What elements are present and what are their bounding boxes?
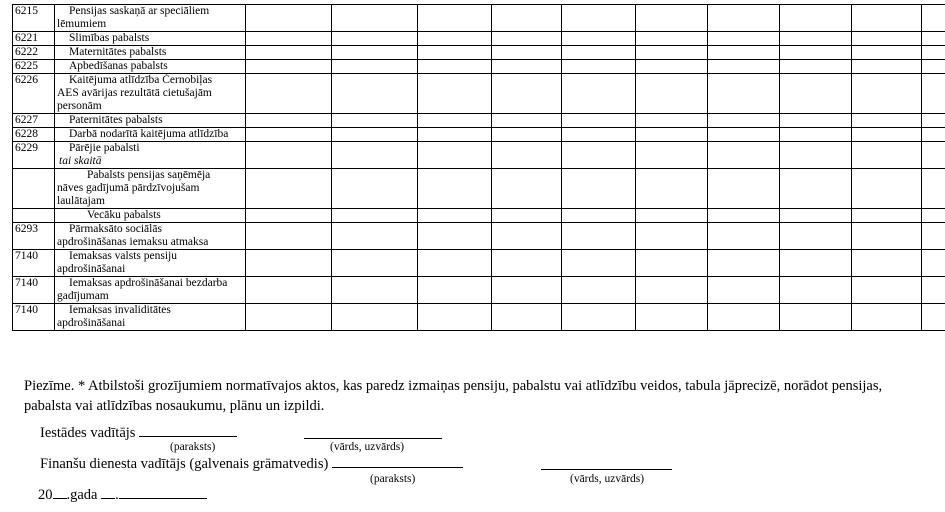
- row-name-line: [57, 182, 243, 195]
- value-cell[interactable]: [852, 169, 922, 209]
- row-name: [55, 32, 246, 46]
- table-row: [13, 128, 945, 142]
- value-cell[interactable]: [246, 250, 332, 277]
- value-cell[interactable]: [246, 32, 332, 46]
- finance-name-caption: (vārds, uzvārds): [570, 473, 645, 485]
- table-row: [13, 223, 945, 250]
- value-cell[interactable]: [708, 5, 780, 32]
- head-signature-caption: (paraksts): [170, 441, 216, 453]
- value-cell[interactable]: [562, 74, 636, 114]
- row-name-line: [57, 87, 243, 100]
- value-cell[interactable]: [852, 114, 922, 128]
- value-cell[interactable]: [636, 142, 708, 169]
- value-cell[interactable]: [708, 250, 780, 277]
- value-cell[interactable]: [852, 209, 922, 223]
- value-cell[interactable]: [246, 223, 332, 250]
- row-code: 6293: [13, 223, 55, 250]
- date-prefix: 20: [38, 487, 53, 503]
- row-code: 6227: [13, 114, 55, 128]
- value-cell[interactable]: [332, 142, 418, 169]
- data-table: [12, 4, 945, 331]
- value-cell[interactable]: [492, 304, 562, 331]
- value-cell[interactable]: [418, 169, 492, 209]
- value-cell[interactable]: [418, 304, 492, 331]
- row-name: [55, 74, 246, 114]
- value-cell[interactable]: [636, 32, 708, 46]
- value-cell[interactable]: [418, 32, 492, 46]
- value-cell[interactable]: [562, 277, 636, 304]
- row-name-line: [57, 46, 243, 59]
- value-cell[interactable]: [780, 277, 852, 304]
- value-cell[interactable]: [852, 277, 922, 304]
- value-cell[interactable]: [492, 209, 562, 223]
- day-blank[interactable]: [101, 486, 115, 499]
- finance-signature-line: [40, 455, 463, 473]
- row-name-text: gadījumam: [57, 290, 109, 302]
- value-cell[interactable]: [562, 209, 636, 223]
- table-row: [13, 114, 945, 128]
- value-cell[interactable]: [246, 5, 332, 32]
- value-cell[interactable]: [922, 32, 945, 46]
- value-cell[interactable]: [708, 114, 780, 128]
- value-cell[interactable]: [922, 223, 945, 250]
- row-name-text: AES avārijas rezultātā cietušajām: [57, 87, 212, 99]
- head-name-caption: (vārds, uzvārds): [330, 441, 405, 453]
- row-code: 6222: [13, 46, 55, 60]
- value-cell[interactable]: [780, 304, 852, 331]
- value-cell[interactable]: [418, 74, 492, 114]
- row-code: 6229: [13, 142, 55, 169]
- value-cell[interactable]: [332, 60, 418, 74]
- row-name-text: lēmumiem: [57, 18, 107, 30]
- table-row: [13, 32, 945, 46]
- year-blank[interactable]: [53, 486, 67, 499]
- value-cell[interactable]: [922, 142, 945, 169]
- value-cell[interactable]: [332, 5, 418, 32]
- value-cell[interactable]: [636, 114, 708, 128]
- table-row: [13, 142, 945, 169]
- value-cell[interactable]: [492, 46, 562, 60]
- value-cell[interactable]: [708, 277, 780, 304]
- value-cell[interactable]: [562, 304, 636, 331]
- value-cell[interactable]: [332, 114, 418, 128]
- value-cell[interactable]: [922, 60, 945, 74]
- value-cell[interactable]: [246, 169, 332, 209]
- value-cell[interactable]: [418, 128, 492, 142]
- row-code: 7140: [13, 277, 55, 304]
- value-cell[interactable]: [246, 209, 332, 223]
- value-cell[interactable]: [246, 74, 332, 114]
- row-name-text: Iemaksas valsts pensiju: [69, 250, 177, 262]
- table-row: [13, 209, 945, 223]
- row-name-text: Darbā nodarītā kaitējuma atlīdzība: [69, 128, 229, 140]
- row-code: 7140: [13, 304, 55, 331]
- row-code: 6228: [13, 128, 55, 142]
- value-cell[interactable]: [636, 304, 708, 331]
- value-cell[interactable]: [418, 250, 492, 277]
- value-cell[interactable]: [636, 46, 708, 60]
- row-name-text: Apbedīšanas pabalsts: [69, 60, 168, 72]
- value-cell[interactable]: [708, 74, 780, 114]
- row-name-text: apdrošināšanas iemaksu atmaksa: [57, 236, 209, 248]
- head-signature-blank[interactable]: [139, 424, 237, 437]
- value-cell[interactable]: [636, 223, 708, 250]
- value-cell[interactable]: [332, 32, 418, 46]
- row-name-text: Slimības pabalsts: [69, 32, 150, 44]
- row-code: 6226: [13, 74, 55, 114]
- table-row: [13, 250, 945, 277]
- value-cell[interactable]: [332, 223, 418, 250]
- row-name: [55, 114, 246, 128]
- value-cell[interactable]: [492, 142, 562, 169]
- row-name-line: [57, 60, 243, 73]
- value-cell[interactable]: [852, 304, 922, 331]
- value-cell[interactable]: [636, 74, 708, 114]
- row-name: [55, 250, 246, 277]
- row-code: 6221: [13, 32, 55, 46]
- value-cell[interactable]: [922, 304, 945, 331]
- value-cell[interactable]: [492, 74, 562, 114]
- row-name: [55, 60, 246, 74]
- value-cell[interactable]: [780, 250, 852, 277]
- value-cell[interactable]: [418, 223, 492, 250]
- value-cell[interactable]: [562, 32, 636, 46]
- value-cell[interactable]: [922, 5, 945, 32]
- value-cell[interactable]: [332, 169, 418, 209]
- value-cell[interactable]: [636, 209, 708, 223]
- value-cell[interactable]: [562, 46, 636, 60]
- row-name-line: [57, 277, 243, 290]
- row-name-line: [57, 5, 243, 18]
- value-cell[interactable]: [708, 142, 780, 169]
- value-cell[interactable]: [562, 5, 636, 32]
- table-row: [13, 304, 945, 331]
- value-cell[interactable]: [780, 128, 852, 142]
- value-cell[interactable]: [562, 142, 636, 169]
- table-row: [13, 277, 945, 304]
- value-cell[interactable]: [852, 60, 922, 74]
- date-dot: .: [115, 487, 119, 503]
- value-cell[interactable]: [562, 114, 636, 128]
- row-name: [55, 304, 246, 331]
- value-cell[interactable]: [562, 250, 636, 277]
- row-name-text: Pārējie pabalsti: [69, 142, 140, 154]
- value-cell[interactable]: [332, 304, 418, 331]
- value-cell[interactable]: [780, 169, 852, 209]
- value-cell[interactable]: [562, 223, 636, 250]
- value-cell[interactable]: [332, 128, 418, 142]
- value-cell[interactable]: [492, 223, 562, 250]
- month-blank[interactable]: [119, 486, 207, 499]
- row-name-line: [57, 114, 243, 127]
- date-line: [38, 486, 207, 504]
- value-cell[interactable]: [852, 223, 922, 250]
- row-name-line: [57, 195, 243, 208]
- row-name-line: [57, 304, 243, 317]
- value-cell[interactable]: [852, 5, 922, 32]
- row-code: 6225: [13, 60, 55, 74]
- value-cell[interactable]: [562, 128, 636, 142]
- value-cell[interactable]: [246, 128, 332, 142]
- value-cell[interactable]: [246, 46, 332, 60]
- value-cell[interactable]: [246, 304, 332, 331]
- value-cell[interactable]: [922, 46, 945, 60]
- row-name-line: [57, 32, 243, 45]
- row-name: [55, 46, 246, 60]
- value-cell[interactable]: [922, 277, 945, 304]
- date-mid: .gada: [66, 487, 98, 503]
- row-name: [55, 209, 246, 223]
- value-cell[interactable]: [780, 223, 852, 250]
- row-name-line: [57, 74, 243, 87]
- finance-signature-caption: (paraksts): [370, 473, 416, 485]
- note-text: Piezīme. * Atbilstoši grozījumiem normatīvajos aktos, kas paredz izmaiņas pensiju, pabalstu vai atlīdzību veidos, tabula jāprecizē, norādot pensijas, pabalsta vai atlīdzības nosaukumu, plānu un izpildi.: [24, 378, 883, 414]
- value-cell[interactable]: [708, 169, 780, 209]
- value-cell[interactable]: [492, 60, 562, 74]
- value-cell[interactable]: [332, 209, 418, 223]
- row-name-line: [57, 317, 243, 330]
- table-row: [13, 169, 945, 209]
- value-cell[interactable]: [332, 250, 418, 277]
- value-cell[interactable]: [922, 250, 945, 277]
- row-name-text: Pabalsts pensijas saņēmēja: [87, 169, 211, 181]
- value-cell[interactable]: [492, 250, 562, 277]
- head-name-blank[interactable]: [304, 426, 442, 439]
- row-name-text: Maternitātes pabalsts: [69, 46, 167, 58]
- row-name-text: laulātajam: [57, 195, 105, 207]
- value-cell[interactable]: [418, 60, 492, 74]
- value-cell[interactable]: [852, 74, 922, 114]
- value-cell[interactable]: [852, 32, 922, 46]
- row-name-text: apdrošināšanai: [57, 263, 126, 275]
- row-name: [55, 5, 246, 32]
- value-cell[interactable]: [636, 169, 708, 209]
- value-cell[interactable]: [708, 32, 780, 46]
- value-cell[interactable]: [636, 5, 708, 32]
- value-cell[interactable]: [418, 114, 492, 128]
- value-cell[interactable]: [636, 128, 708, 142]
- row-name-line: [57, 250, 243, 263]
- row-name-text: Iemaksas apdrošināšanai bezdarba: [69, 277, 228, 289]
- row-name-text: Kaitējuma atlīdzība Černobiļas: [69, 74, 213, 86]
- value-cell[interactable]: [332, 46, 418, 60]
- value-cell[interactable]: [492, 169, 562, 209]
- value-cell[interactable]: [246, 114, 332, 128]
- head-signature-line: [40, 424, 237, 442]
- row-name: [55, 277, 246, 304]
- value-cell[interactable]: [922, 209, 945, 223]
- row-name: [55, 223, 246, 250]
- value-cell[interactable]: [246, 60, 332, 74]
- head-label: Iestādes vadītājs: [40, 425, 136, 441]
- value-cell[interactable]: [780, 142, 852, 169]
- value-cell[interactable]: [492, 277, 562, 304]
- value-cell[interactable]: [418, 209, 492, 223]
- value-cell[interactable]: [418, 5, 492, 32]
- row-name-text: personām: [57, 100, 102, 112]
- row-name-line: [57, 209, 243, 222]
- row-name-line: [57, 263, 243, 276]
- value-cell[interactable]: [492, 114, 562, 128]
- value-cell[interactable]: [418, 46, 492, 60]
- value-cell[interactable]: [708, 304, 780, 331]
- value-cell[interactable]: [418, 142, 492, 169]
- value-cell[interactable]: [852, 46, 922, 60]
- value-cell[interactable]: [562, 169, 636, 209]
- row-code: 7140: [13, 250, 55, 277]
- row-name-line: [57, 236, 243, 249]
- row-name: [55, 169, 246, 209]
- row-code: [13, 209, 55, 223]
- row-name-line: [57, 290, 243, 303]
- value-cell[interactable]: [492, 5, 562, 32]
- value-cell[interactable]: [246, 277, 332, 304]
- finance-label: Finanšu dienesta vadītājs (galvenais grāmatvedis): [40, 456, 329, 472]
- row-name-line: [57, 223, 243, 236]
- value-cell[interactable]: [922, 114, 945, 128]
- row-code: [13, 169, 55, 209]
- row-name-text: Vecāku pabalsts: [87, 209, 161, 221]
- value-cell[interactable]: [852, 142, 922, 169]
- value-cell[interactable]: [562, 60, 636, 74]
- row-name-line: [57, 128, 243, 141]
- row-name-line: [57, 142, 243, 155]
- value-cell[interactable]: [332, 74, 418, 114]
- value-cell[interactable]: [780, 74, 852, 114]
- finance-name-blank[interactable]: [541, 457, 672, 470]
- value-cell[interactable]: [922, 169, 945, 209]
- row-name-line: [57, 100, 243, 113]
- value-cell[interactable]: [780, 5, 852, 32]
- value-cell[interactable]: [780, 46, 852, 60]
- row-name: [55, 142, 246, 169]
- value-cell[interactable]: [418, 277, 492, 304]
- row-name-text: nāves gadījumā pārdzīvojušam: [57, 182, 200, 194]
- value-cell[interactable]: [636, 250, 708, 277]
- value-cell[interactable]: [708, 209, 780, 223]
- value-cell[interactable]: [492, 128, 562, 142]
- value-cell[interactable]: [780, 32, 852, 46]
- value-cell[interactable]: [852, 128, 922, 142]
- row-subnote: tai skaitā: [59, 155, 102, 167]
- value-cell[interactable]: [780, 114, 852, 128]
- value-cell[interactable]: [708, 60, 780, 74]
- value-cell[interactable]: [852, 250, 922, 277]
- value-cell[interactable]: [708, 46, 780, 60]
- row-name: [55, 128, 246, 142]
- value-cell[interactable]: [922, 74, 945, 114]
- value-cell[interactable]: [636, 60, 708, 74]
- value-cell[interactable]: [246, 142, 332, 169]
- table-row: [13, 60, 945, 74]
- row-code: 6215: [13, 5, 55, 32]
- finance-signature-blank[interactable]: [332, 455, 463, 468]
- value-cell[interactable]: [636, 277, 708, 304]
- value-cell[interactable]: [708, 128, 780, 142]
- table-row: [13, 5, 945, 32]
- value-cell[interactable]: [332, 277, 418, 304]
- table-row: [13, 74, 945, 114]
- row-name-line: [57, 169, 243, 182]
- table-row: [13, 46, 945, 60]
- row-name-text: Pensijas saskaņā ar speciāliem: [69, 5, 210, 17]
- row-name-text: Paternitātes pabalsts: [69, 114, 163, 126]
- value-cell[interactable]: [708, 223, 780, 250]
- value-cell[interactable]: [780, 60, 852, 74]
- row-name-text: apdrošināšanai: [57, 317, 126, 329]
- row-name-text: Pārmaksāto sociālās: [69, 223, 162, 235]
- value-cell[interactable]: [492, 32, 562, 46]
- row-name-line: [57, 18, 243, 31]
- value-cell[interactable]: [780, 209, 852, 223]
- value-cell[interactable]: [922, 128, 945, 142]
- row-name-text: Iemaksas invaliditātes: [69, 304, 171, 316]
